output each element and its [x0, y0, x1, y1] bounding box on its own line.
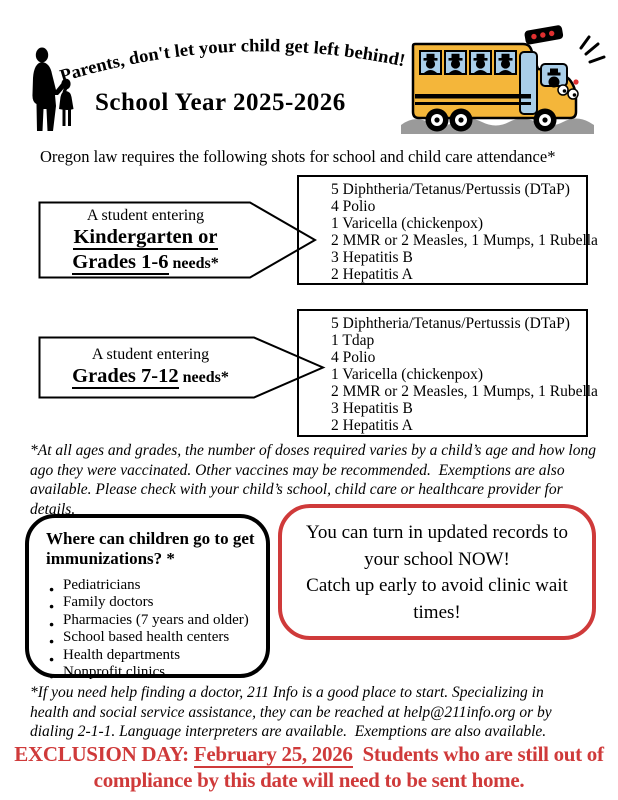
vaccine-line: 3 Hepatitis B — [331, 249, 413, 266]
roof-lights — [524, 25, 564, 45]
vaccine-line: 3 Hepatitis B — [331, 400, 413, 417]
vaccine-line: 1 Varicella (chickenpox) — [331, 366, 484, 383]
callout-k6-text — [48, 206, 243, 275]
svg-text:Parents, don't let your child — [57, 35, 407, 86]
vaccine-line: 1 Varicella (chickenpox) — [331, 215, 484, 232]
where-to-go-item: ● Nonprofit clinics — [48, 664, 260, 681]
doses-footnote: *At all ages and grades, the number of doses required varies by a child’s age and how long ago they were vaccinated. Other vaccines may be recommended. Exemptions are also available. Please check with your child’s school, child care or healthcare provider for details. — [30, 442, 600, 518]
where-to-go-item: ● Pediatricians — [48, 577, 260, 594]
vaccine-line: 1 Tdap — [331, 332, 375, 349]
school-year-title: School Year 2025-2026 — [95, 89, 346, 116]
beep-marks — [581, 37, 604, 62]
callout-k6-intro: A student entering — [86, 207, 205, 224]
exclusion-label: EXCLUSION DAY: — [14, 742, 194, 766]
vaccine-line: 5 Diphtheria/Tetanus/Pertussis (DTaP) — [331, 315, 570, 332]
where-to-go-item: ● Health departments — [48, 647, 260, 664]
arched-headline — [56, 24, 408, 96]
where-to-go-list — [48, 577, 260, 681]
help-211-footnote: *If you need help finding a doctor, 211 Info is a good place to start. Specializing in health and social service assistance, they can be reached at help@211info.org or by dialing 2-1-1. Language interpreters are available. Exemptions are also available. — [30, 684, 556, 741]
arc-title-text: Parents, don't let your child get left behind! — [57, 35, 407, 86]
side-stripe — [415, 94, 531, 99]
exclusion-day-banner — [4, 742, 614, 793]
vaccine-line: 2 MMR or 2 Measles, 1 Mumps, 1 Rubella — [331, 383, 598, 400]
vaccine-line: 2 Hepatitis A — [331, 417, 413, 434]
exclusion-date: February 25, 2026 — [193, 742, 353, 766]
vaccine-line: 5 Diphtheria/Tetanus/Pertussis (DTaP) — [331, 181, 570, 198]
vaccine-line: 4 Polio — [331, 198, 376, 215]
callout-k6-suffix: needs* — [168, 255, 219, 272]
where-to-go-item: ● Pharmacies (7 years and older) — [48, 612, 260, 629]
where-to-go-title: Where can children go to get immunizations? * — [46, 529, 255, 568]
exclusion-rest: Students who are still out of compliance by this date will need to be sent home. — [93, 742, 609, 792]
callout-712-suffix: needs* — [178, 369, 229, 386]
records-reminder-box — [278, 504, 596, 640]
vaccine-list-712-box — [297, 309, 598, 437]
vaccine-line: 4 Polio — [331, 349, 376, 366]
callout-712-emphasis1: Grades 7-12 — [72, 365, 179, 387]
callout-712-intro: A student entering — [91, 346, 210, 363]
records-line-1: You can turn in updated records to your school NOW! — [306, 522, 568, 570]
callout-k6-emphasis1: Kindergarten or — [73, 226, 218, 248]
where-to-go-item: ● School based health centers — [48, 629, 260, 646]
school-bus-icon — [393, 24, 608, 142]
where-to-go-item: ● Family doctors — [48, 594, 260, 611]
callout-712-text — [48, 345, 253, 389]
vaccine-line: 2 Hepatitis A — [331, 266, 413, 283]
vaccine-list-k6-box — [297, 175, 598, 285]
callout-k6-emphasis2: Grades 1-6 — [72, 251, 169, 273]
intro-line: Oregon law requires the following shots for school and child care attendance* — [40, 147, 556, 166]
where-to-go-box — [25, 514, 270, 681]
records-line-2: Catch up early to avoid clinic wait times! — [306, 575, 568, 623]
vaccine-line: 2 MMR or 2 Measles, 1 Mumps, 1 Rubella — [331, 232, 598, 249]
